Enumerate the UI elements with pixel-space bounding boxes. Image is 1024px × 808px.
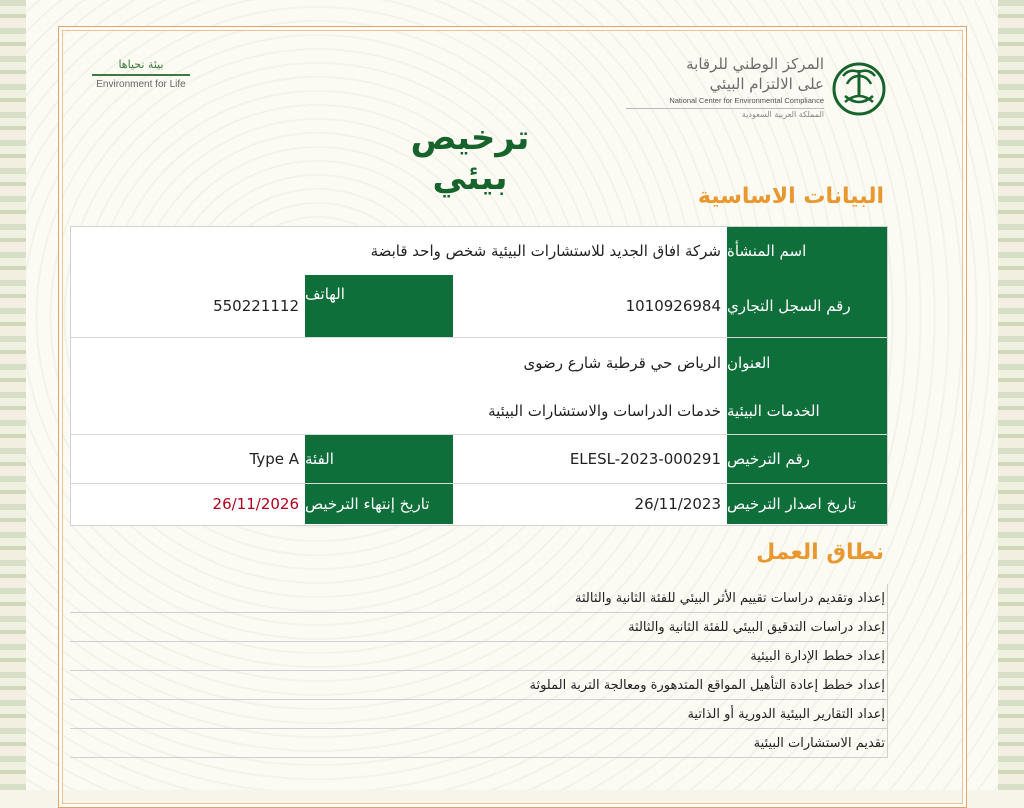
ncec-ar-line3: المملكة العربية السعودية [626,108,824,121]
address-label: العنوان [727,338,887,388]
phone-value: 550221112 [213,297,299,315]
ncec-ar-line1: المركز الوطني للرقابة [686,55,824,73]
ncec-emblem-icon [832,50,886,128]
license-number-label: رقم الترخيص [727,435,887,483]
phone-label: الهاتف [305,275,453,337]
right-decorative-border [998,0,1024,790]
facility-name-value: شركة افاق الجديد للاستشارات البيئية شخص واحد قابضة [370,242,721,260]
document-title: ترخيص بيئي [410,118,530,198]
environment-logo [86,58,196,91]
address-value: الرياض حي قرطبة شارع رضوى [523,354,721,372]
expiry-date-value: 26/11/2026 [212,495,299,513]
issue-date-label: تاريخ اصدار الترخيص [727,484,887,524]
facility-name-label: اسم المنشأة [727,227,887,275]
ncec-en-line: National Center for Environmental Compliance [669,96,824,105]
list-item: إعداد التقارير البيئية الدورية أو الذاتية [70,700,888,729]
license-number-value: ELESL-2023-000291 [569,450,721,468]
env-services-value: خدمات الدراسات والاستشارات البيئية [488,402,721,420]
category-value: Type A [249,450,299,468]
basic-info-table [70,226,888,526]
expiry-date-label: تاريخ إنتهاء الترخيص [305,484,453,524]
cr-number-value: 1010926984 [625,297,721,315]
list-item: تقديم الاستشارات البيئية [70,729,888,758]
env-logo-ar: بيئة نحياها [118,58,164,71]
list-item: إعداد خطط إعادة التأهيل المواقع المتدهورة ومعالجة التربة الملوثة [70,671,888,700]
ncec-ar-line2: على الالتزام البيئي [709,75,824,93]
env-logo-divider [92,74,190,76]
scope-heading: نطاق العمل [756,540,884,565]
list-item: إعداد خطط الإدارة البيئية [70,642,888,671]
cr-number-label: رقم السجل التجاري [727,275,887,337]
category-label: الفئة [305,435,453,483]
list-item: إعداد وتقديم دراسات تقييم الأثر البيئي للفئة الثانية والثالثة [70,584,888,613]
list-item: إعداد دراسات التدقيق البيئي للفئة الثانية والثالثة [70,613,888,642]
left-decorative-border [0,0,26,790]
issue-date-value: 26/11/2023 [634,495,721,513]
env-services-label: الخدمات البيئية [727,388,887,434]
env-logo-en: Environment for Life [96,79,186,90]
ncec-logo-text [626,54,824,121]
basic-info-heading: البيانات الاساسية [697,184,884,209]
scope-list [70,584,888,758]
